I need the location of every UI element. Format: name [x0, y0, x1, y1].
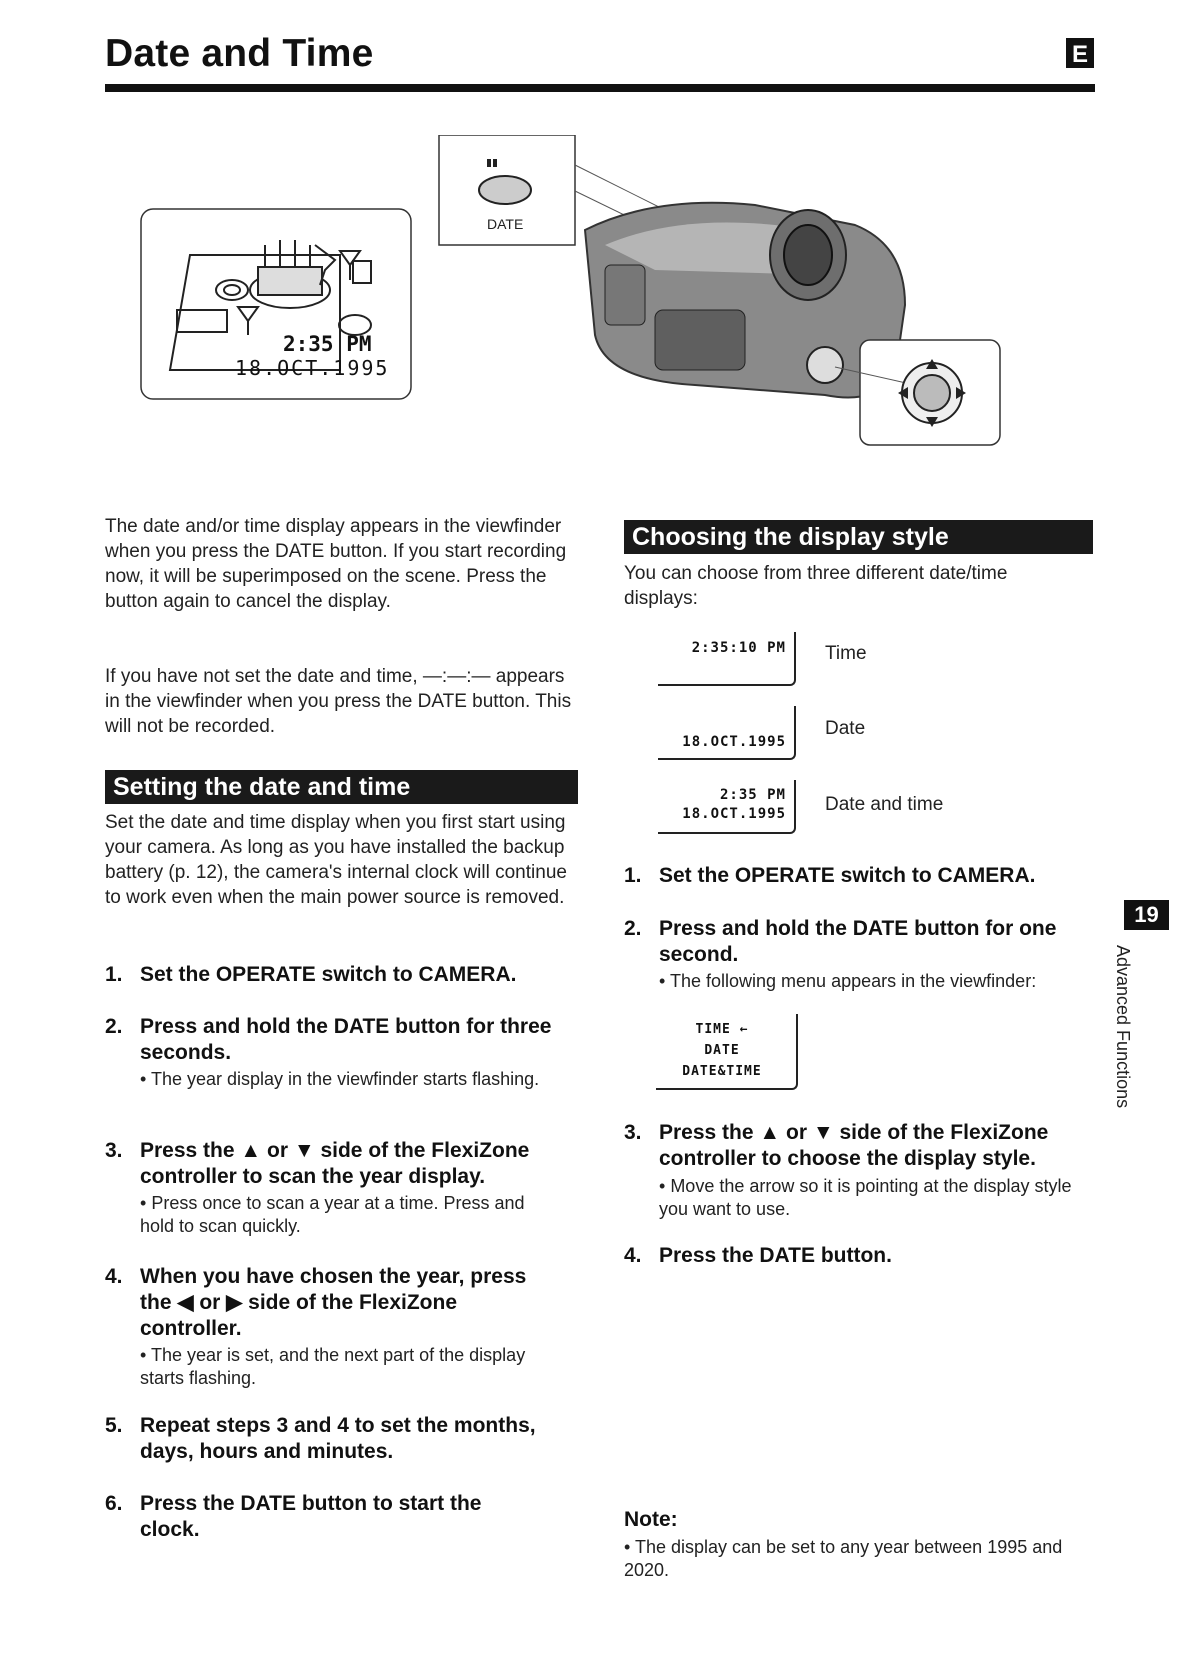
setting-intro: Set the date and time display when you first start using your camera. As long as you have installed the backup battery (p. 12), the camera's internal clock will continue to work even when the main power source is removed. — [105, 812, 567, 908]
sample-line-2: 18.OCT.1995 — [682, 806, 786, 822]
setting-heading: Setting the date and time — [105, 770, 578, 804]
choosing-step-1 — [624, 863, 1094, 893]
choosing-intro: You can choose from three different date/time displays: — [624, 563, 1008, 609]
style-label-date: Date — [825, 718, 866, 739]
setting-step-6 — [105, 1491, 585, 1551]
intro-paragraph-1: The date and/or time display appears in the viewfinder when you press the DATE button. If you start recording now, it will be superimposed on the scene. Press the button again to cancel the display. — [105, 516, 567, 612]
setting-step-3 — [105, 1138, 585, 1248]
date-button-icon — [479, 176, 531, 204]
viewfinder-time: 2:35 PM — [283, 332, 372, 356]
language-badge — [1066, 38, 1094, 68]
step-number: 5. — [105, 1414, 123, 1437]
step-text: Press the ▲ or ▼ side of the FlexiZone controller to choose the display style. — [659, 1121, 1049, 1170]
step-number: 4. — [624, 1244, 642, 1267]
menu-item-date: DATE — [704, 1043, 740, 1058]
step-text: Press and hold the DATE button for three seconds. — [140, 1015, 552, 1064]
step-number: 6. — [105, 1492, 123, 1515]
setting-step-2 — [105, 1014, 585, 1124]
setting-step-1 — [105, 962, 585, 992]
choosing-step-4 — [624, 1243, 1094, 1273]
choosing-step-3 — [624, 1120, 1094, 1230]
step-bullet: • The year display in the viewfinder starts flashing. — [140, 1069, 540, 1089]
step-bullet: • Press once to scan a year at a time. Press and hold to scan quickly. — [140, 1193, 525, 1236]
sample-line-1: 2:35:10 PM — [691, 640, 786, 656]
step-text: Repeat steps 3 and 4 to set the months, days, hours and minutes. — [140, 1414, 536, 1463]
choosing-step-2 — [624, 916, 1094, 1006]
step-text: Press the DATE button. — [659, 1244, 892, 1267]
step-number: 3. — [624, 1121, 642, 1144]
camcorder-icon — [585, 203, 905, 398]
style-sample-date — [658, 706, 796, 760]
setting-step-5 — [105, 1413, 585, 1473]
step-text: Press the DATE button to start the clock. — [140, 1492, 482, 1541]
setting-step-4 — [105, 1264, 585, 1394]
title-rule — [105, 84, 1095, 92]
section-side-label: Advanced Functions — [1113, 945, 1133, 1109]
style-sample-time — [658, 632, 796, 686]
step-number: 2. — [105, 1015, 123, 1038]
note-bullet: • The display can be set to any year between 1995 and 2020. — [624, 1537, 1063, 1580]
step-bullet: • Move the arrow so it is pointing at the display style you want to use. — [659, 1176, 1072, 1219]
language-badge-label: E — [1071, 41, 1088, 68]
viewfinder-date: 18.OCT.1995 — [235, 356, 390, 380]
sample-line-1: 2:35 PM — [719, 787, 786, 803]
step-bullet: • The following menu appears in the viewfinder: — [659, 971, 1037, 991]
sample-line-2: 18.OCT.1995 — [682, 734, 786, 750]
step-text: Set the OPERATE switch to CAMERA. — [140, 963, 517, 986]
step-number: 3. — [105, 1139, 123, 1162]
step-number: 4. — [105, 1265, 123, 1288]
page-number-tab: 19 — [1124, 900, 1169, 930]
step-text: Press and hold the DATE button for one second. — [659, 917, 1057, 966]
choosing-heading: Choosing the display style — [624, 520, 1093, 554]
style-sample-date-and-time — [658, 780, 796, 834]
camcorder-illustration — [135, 135, 1080, 475]
viewfinder-menu — [656, 1014, 798, 1090]
step-text: Press the ▲ or ▼ side of the FlexiZone controller to scan the year display. — [140, 1139, 530, 1188]
style-label-date-and-time: Date and time — [825, 794, 944, 815]
date-button-label: DATE — [487, 216, 524, 232]
step-number: 1. — [105, 963, 123, 986]
page-title: Date and Time — [105, 32, 374, 75]
menu-item-date-time: DATE&TIME — [682, 1064, 762, 1079]
style-label-time: Time — [825, 643, 867, 664]
step-bullet: • The year is set, and the next part of the display starts flashing. — [140, 1345, 526, 1388]
note-heading: Note: — [624, 1508, 678, 1531]
menu-item-time: TIME ← — [695, 1022, 749, 1037]
step-text: Set the OPERATE switch to CAMERA. — [659, 864, 1036, 887]
step-number: 1. — [624, 864, 642, 887]
intro-paragraph-2: If you have not set the date and time, —:—:— appears in the viewfinder when you press the DATE button. This will not be recorded. — [105, 666, 572, 737]
step-text: When you have chosen the year, press the ◀ or ▶ side of the FlexiZone controller. — [140, 1265, 527, 1340]
step-number: 2. — [624, 917, 642, 940]
